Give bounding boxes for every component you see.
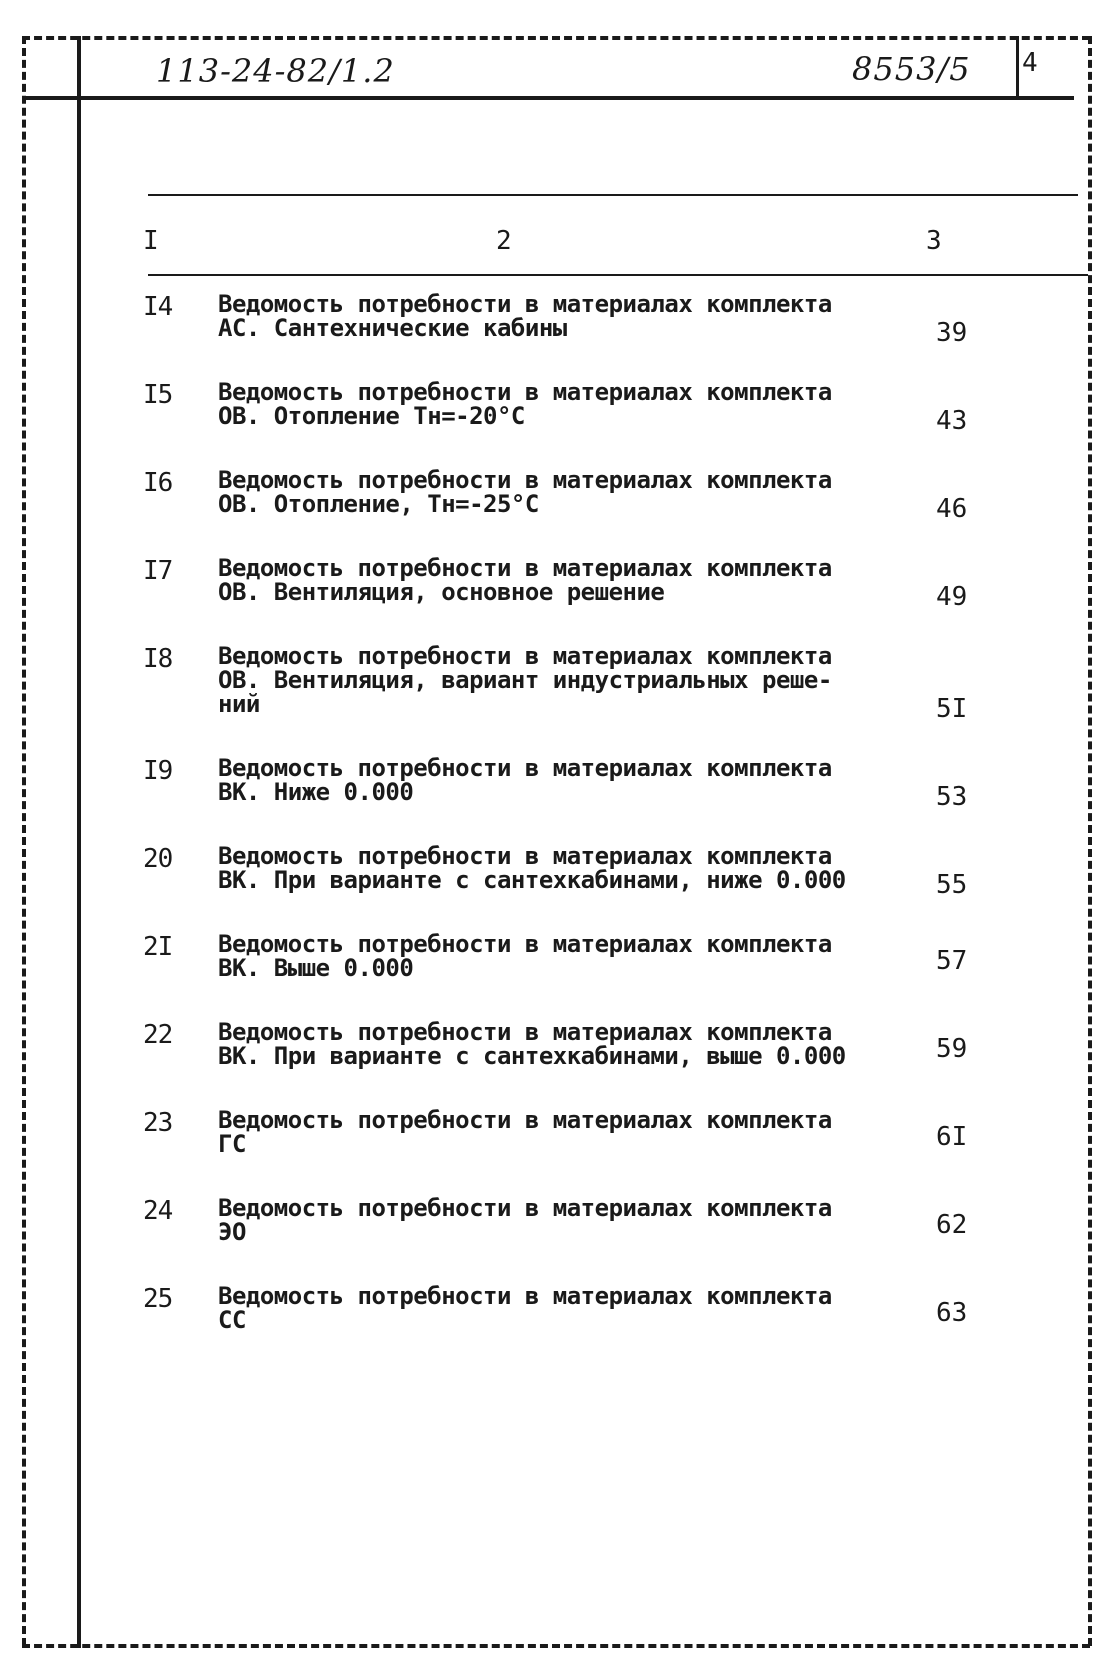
row-number: 25 (143, 1284, 173, 1314)
column-header-2: 2 (496, 226, 512, 256)
row-text-line: Ведомость потребности в материалах комплекта (218, 1194, 832, 1222)
row-text-line: СС (218, 1306, 246, 1334)
row-page: 46 (936, 494, 968, 524)
row-description (218, 1108, 918, 1156)
table-top-line (148, 194, 1078, 196)
document-code: 113-24-82/1.2 (156, 52, 395, 90)
row-text-line: ГС (218, 1130, 246, 1158)
row-text-line: ВК. Ниже 0.000 (218, 778, 414, 806)
row-description (218, 1284, 918, 1332)
row-description (218, 844, 918, 892)
row-number: I9 (143, 756, 173, 786)
frame-right-border (1088, 36, 1092, 1646)
row-description (218, 756, 918, 804)
row-text-line: Ведомость потребности в материалах комплекта (218, 754, 832, 782)
row-page: 62 (936, 1210, 968, 1240)
row-number: 22 (143, 1020, 173, 1050)
row-description (218, 292, 918, 340)
row-text-line: ВК. При варианте с сантехкабинами, выше 0.000 (218, 1042, 846, 1070)
table-header-line (148, 274, 1088, 276)
row-text-line: Ведомость потребности в материалах комплекта (218, 466, 832, 494)
row-number: 24 (143, 1196, 173, 1226)
row-number: I7 (143, 556, 173, 586)
frame-bottom-border (22, 1644, 1090, 1648)
row-page: 5I (936, 694, 968, 724)
frame-inner-left-line (77, 36, 81, 1648)
row-text-line: Ведомость потребности в материалах комплекта (218, 290, 832, 318)
row-text-line: Ведомость потребности в материалах комплекта (218, 642, 832, 670)
row-text-line: Ведомость потребности в материалах комплекта (218, 930, 832, 958)
row-description (218, 380, 918, 428)
row-text-line: ОВ. Отопление Тн=-20°С (218, 402, 525, 430)
row-number: I4 (143, 292, 173, 322)
row-text-line: Ведомость потребности в материалах комплекта (218, 378, 832, 406)
row-text-line: Ведомость потребности в материалах комплекта (218, 1106, 832, 1134)
frame-left-border (22, 36, 26, 1646)
row-page: 59 (936, 1034, 968, 1064)
column-header-1: I (143, 226, 159, 256)
row-number: 2I (143, 932, 173, 962)
row-page: 6I (936, 1122, 968, 1152)
row-text-line: АС. Сантехнические кабины (218, 314, 567, 342)
row-text-line: Ведомость потребности в материалах комплекта (218, 1282, 832, 1310)
row-text-line: ОВ. Отопление, Тн=-25°С (218, 490, 539, 518)
row-number: 23 (143, 1108, 173, 1138)
row-number: I8 (143, 644, 173, 674)
row-page: 43 (936, 406, 968, 436)
row-page: 57 (936, 946, 968, 976)
row-text-line: Ведомость потребности в материалах комплекта (218, 1018, 832, 1046)
row-text-line: ВК. При варианте с сантехкабинами, ниже 0.000 (218, 866, 846, 894)
sheet-box-divider (1016, 36, 1019, 98)
row-description (218, 468, 918, 516)
frame-top-border (22, 36, 1090, 40)
row-description (218, 1020, 918, 1068)
row-page: 55 (936, 870, 968, 900)
row-page: 63 (936, 1298, 968, 1328)
column-header-3: 3 (926, 226, 942, 256)
row-text-line: Ведомость потребности в материалах комплекта (218, 842, 832, 870)
row-page: 39 (936, 318, 968, 348)
row-page: 53 (936, 782, 968, 812)
row-text-line: ЭО (218, 1218, 246, 1246)
header-bottom-line (22, 96, 1074, 100)
row-description (218, 556, 918, 604)
row-number: 20 (143, 844, 173, 874)
row-description (218, 1196, 918, 1244)
row-number: I6 (143, 468, 173, 498)
row-text-line: Ведомость потребности в материалах комплекта (218, 554, 832, 582)
inventory-number: 8553/5 (852, 50, 971, 88)
row-number: I5 (143, 380, 173, 410)
row-text-line: ОВ. Вентиляция, основное решение (218, 578, 665, 606)
row-text-line: ВК. Выше 0.000 (218, 954, 414, 982)
row-page: 49 (936, 582, 968, 612)
row-text-line: ОВ. Вентиляция, вариант индустриальных реше- (218, 666, 832, 694)
row-text-line: ний (218, 690, 260, 718)
sheet-number: 4 (1022, 48, 1038, 78)
row-description (218, 932, 918, 980)
row-description (218, 644, 918, 716)
